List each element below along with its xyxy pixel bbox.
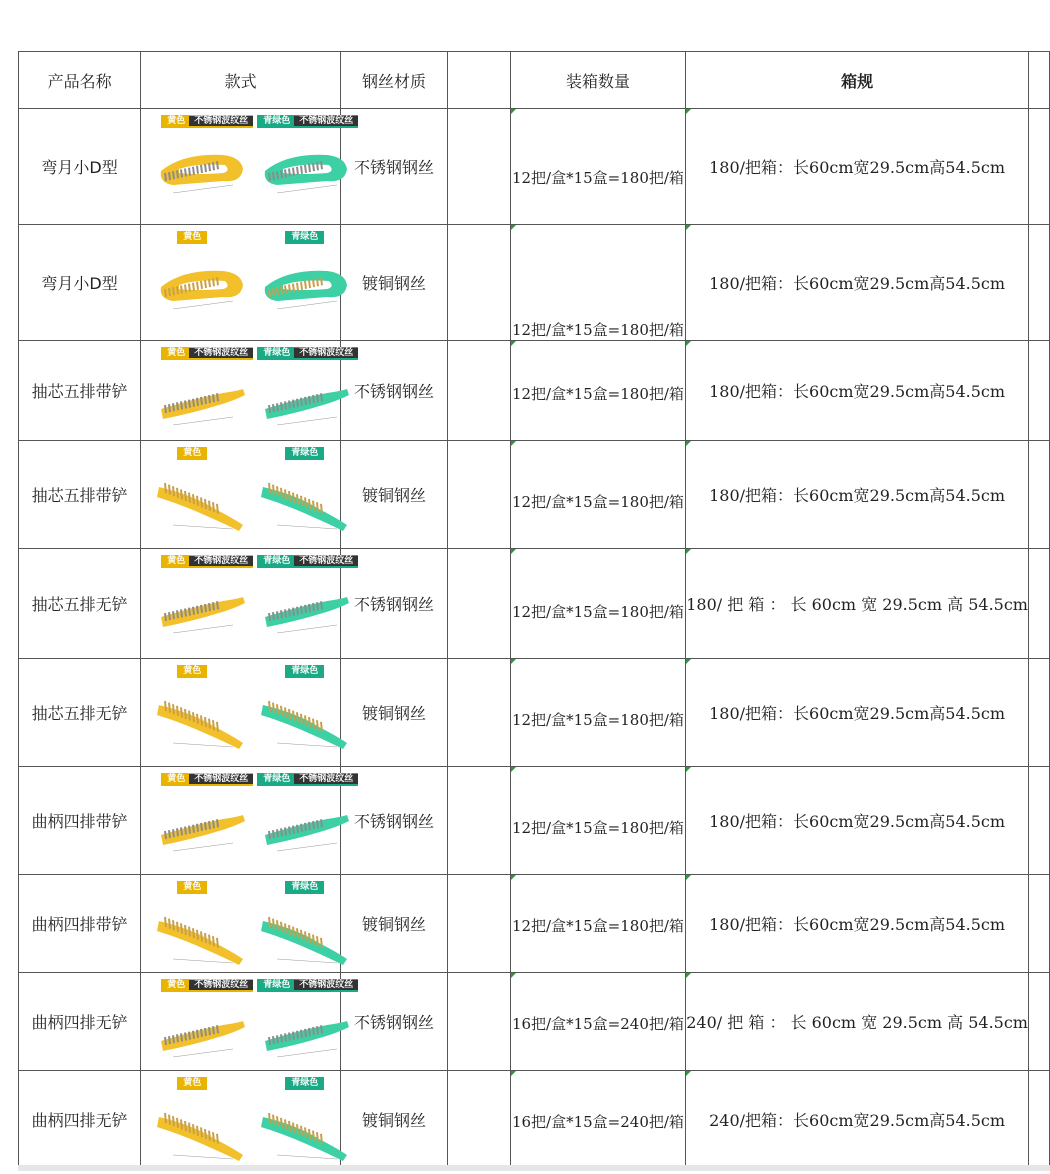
product-name-cell[interactable]: 抽芯五排无铲 bbox=[19, 549, 141, 659]
box-spec-cell[interactable]: 180/把箱：长60cm宽29.5cm高54.5cm bbox=[686, 767, 1029, 875]
product-style-image bbox=[141, 109, 354, 225]
product-style-image bbox=[141, 1071, 341, 1169]
green-swatch-label bbox=[285, 231, 324, 244]
wave-wire-label: 不锈钢波纹丝 bbox=[294, 980, 358, 990]
wave-wire-label: 不锈钢波纹丝 bbox=[189, 980, 253, 990]
box-spec-cell[interactable]: 240/ 把 箱 ： 长 60cm 宽 29.5cm 高 54.5cm bbox=[686, 973, 1029, 1071]
wire-material-cell[interactable]: 不锈钢钢丝 bbox=[340, 109, 447, 225]
green-swatch-text: 青绿色 bbox=[291, 448, 319, 458]
wire-material-cell[interactable]: 镀铜钢丝 bbox=[340, 1071, 447, 1169]
header-style[interactable]: 款式 bbox=[141, 52, 341, 109]
yellow-swatch-label bbox=[177, 881, 207, 894]
box-spec-cell[interactable]: 180/把箱：长60cm宽29.5cm高54.5cm bbox=[686, 659, 1029, 767]
product-style-image bbox=[141, 549, 354, 659]
yellow-brush-image bbox=[153, 133, 249, 207]
green-swatch-label bbox=[257, 115, 358, 128]
box-spec-cell[interactable]: 180/把箱：长60cm宽29.5cm高54.5cm bbox=[686, 225, 1029, 341]
header-box[interactable]: 箱规 bbox=[686, 52, 1029, 109]
yellow-brush-image bbox=[153, 465, 249, 539]
extra-cell[interactable] bbox=[1028, 225, 1049, 341]
green-brush-image bbox=[257, 465, 353, 539]
yellow-swatch-label bbox=[161, 773, 253, 786]
product-name-cell[interactable]: 弯月小D型 bbox=[19, 225, 141, 341]
empty-cell[interactable] bbox=[448, 1071, 511, 1169]
product-name-cell[interactable]: 曲柄四排带铲 bbox=[19, 767, 141, 875]
packing-qty-cell[interactable] bbox=[510, 441, 686, 549]
packing-qty-text: 12把/盒*15盒=180把/箱 bbox=[511, 321, 684, 339]
wave-wire-label: 不锈钢波纹丝 bbox=[189, 774, 253, 784]
product-style-image bbox=[141, 767, 354, 875]
product-style-image bbox=[141, 875, 341, 973]
packing-qty-text: 12把/盒*15盒=180把/箱 bbox=[511, 819, 684, 837]
packing-qty-text: 12把/盒*15盒=180把/箱 bbox=[511, 917, 684, 935]
packing-qty-cell[interactable] bbox=[510, 341, 686, 441]
packing-qty-cell[interactable] bbox=[510, 549, 686, 659]
product-name-cell[interactable]: 抽芯五排带铲 bbox=[19, 441, 141, 549]
yellow-swatch-text: 黄色 bbox=[167, 774, 186, 784]
product-spec-table bbox=[18, 51, 1050, 1169]
wire-material-cell[interactable]: 不锈钢钢丝 bbox=[340, 549, 447, 659]
yellow-brush-image bbox=[153, 365, 249, 439]
packing-qty-text: 12把/盒*15盒=180把/箱 bbox=[511, 603, 684, 621]
extra-cell[interactable] bbox=[1028, 1071, 1049, 1169]
green-swatch-label bbox=[285, 1077, 324, 1090]
green-swatch-label bbox=[285, 665, 324, 678]
box-spec-cell[interactable]: 180/ 把 箱 ： 长 60cm 宽 29.5cm 高 54.5cm bbox=[686, 549, 1029, 659]
extra-cell[interactable] bbox=[1028, 973, 1049, 1071]
packing-qty-cell[interactable] bbox=[510, 1071, 686, 1169]
empty-cell[interactable] bbox=[448, 659, 511, 767]
green-swatch-text: 青绿色 bbox=[291, 1078, 319, 1088]
yellow-swatch-text: 黄色 bbox=[167, 348, 186, 358]
wire-material-cell[interactable]: 不锈钢钢丝 bbox=[340, 767, 447, 875]
product-name-cell[interactable]: 曲柄四排无铲 bbox=[19, 973, 141, 1071]
green-swatch-label bbox=[285, 881, 324, 894]
yellow-swatch-label bbox=[161, 347, 253, 360]
packing-qty-cell[interactable] bbox=[510, 659, 686, 767]
green-swatch-text: 青绿色 bbox=[263, 980, 291, 990]
green-brush-image bbox=[257, 133, 353, 207]
packing-qty-cell[interactable] bbox=[510, 875, 686, 973]
yellow-swatch-text: 黄色 bbox=[167, 116, 186, 126]
green-brush-image bbox=[257, 249, 353, 323]
empty-cell[interactable] bbox=[448, 767, 511, 875]
box-spec-cell[interactable]: 180/把箱：长60cm宽29.5cm高54.5cm bbox=[686, 875, 1029, 973]
header-material[interactable]: 钢丝材质 bbox=[340, 52, 447, 109]
sheet-bottom-scroll bbox=[18, 1165, 1050, 1171]
yellow-brush-image bbox=[153, 899, 249, 973]
yellow-swatch-label bbox=[177, 447, 207, 460]
yellow-swatch-text: 黄色 bbox=[167, 556, 186, 566]
yellow-swatch-text: 黄色 bbox=[183, 882, 202, 892]
green-swatch-text: 青绿色 bbox=[263, 774, 291, 784]
green-swatch-text: 青绿色 bbox=[263, 348, 291, 358]
product-name-cell[interactable]: 抽芯五排无铲 bbox=[19, 659, 141, 767]
green-swatch-label bbox=[257, 773, 358, 786]
packing-qty-cell[interactable] bbox=[510, 973, 686, 1071]
wave-wire-label: 不锈钢波纹丝 bbox=[189, 348, 253, 358]
extra-cell[interactable] bbox=[1028, 441, 1049, 549]
packing-qty-text: 12把/盒*15盒=180把/箱 bbox=[511, 711, 684, 729]
yellow-swatch-label bbox=[177, 665, 207, 678]
wire-material-cell[interactable]: 不锈钢钢丝 bbox=[340, 973, 447, 1071]
green-swatch-text: 青绿色 bbox=[263, 556, 291, 566]
yellow-brush-image bbox=[153, 791, 249, 865]
table-row bbox=[19, 441, 1050, 549]
green-swatch-label bbox=[257, 347, 358, 360]
table-row bbox=[19, 1071, 1050, 1169]
yellow-swatch-label bbox=[177, 231, 207, 244]
table-row bbox=[19, 341, 1050, 441]
green-swatch-label bbox=[285, 447, 324, 460]
product-style-image bbox=[141, 341, 354, 441]
yellow-swatch-text: 黄色 bbox=[183, 1078, 202, 1088]
yellow-swatch-text: 黄色 bbox=[167, 980, 186, 990]
green-brush-image bbox=[257, 1095, 353, 1169]
wave-wire-label: 不锈钢波纹丝 bbox=[294, 556, 358, 566]
box-spec-cell[interactable]: 180/把箱：长60cm宽29.5cm高54.5cm bbox=[686, 109, 1029, 225]
wave-wire-label: 不锈钢波纹丝 bbox=[189, 116, 253, 126]
wave-wire-label: 不锈钢波纹丝 bbox=[294, 116, 358, 126]
empty-cell[interactable] bbox=[448, 875, 511, 973]
green-brush-image bbox=[257, 683, 353, 757]
yellow-brush-image bbox=[153, 683, 249, 757]
extra-cell[interactable] bbox=[1028, 109, 1049, 225]
yellow-swatch-text: 黄色 bbox=[183, 232, 202, 242]
wave-wire-label: 不锈钢波纹丝 bbox=[294, 348, 358, 358]
yellow-swatch-text: 黄色 bbox=[183, 448, 202, 458]
header-empty[interactable] bbox=[448, 52, 511, 109]
header-extra[interactable] bbox=[1028, 52, 1049, 109]
green-swatch-text: 青绿色 bbox=[291, 232, 319, 242]
extra-cell[interactable] bbox=[1028, 341, 1049, 441]
wire-material-cell[interactable]: 不锈钢钢丝 bbox=[340, 341, 447, 441]
packing-qty-cell[interactable] bbox=[510, 109, 686, 225]
wire-material-cell[interactable]: 镀铜钢丝 bbox=[340, 441, 447, 549]
packing-qty-cell[interactable] bbox=[510, 767, 686, 875]
empty-cell[interactable] bbox=[448, 441, 511, 549]
table-row bbox=[19, 875, 1050, 973]
header-row bbox=[19, 52, 1050, 109]
empty-cell[interactable] bbox=[448, 109, 511, 225]
extra-cell[interactable] bbox=[1028, 767, 1049, 875]
product-style-image bbox=[141, 659, 341, 767]
table-row bbox=[19, 659, 1050, 767]
green-brush-image bbox=[257, 997, 353, 1071]
yellow-swatch-text: 黄色 bbox=[183, 666, 202, 676]
product-name-cell[interactable]: 抽芯五排带铲 bbox=[19, 341, 141, 441]
box-spec-cell[interactable]: 180/把箱：长60cm宽29.5cm高54.5cm bbox=[686, 441, 1029, 549]
empty-cell[interactable] bbox=[448, 973, 511, 1071]
header-packing[interactable]: 装箱数量 bbox=[510, 52, 686, 109]
yellow-swatch-label bbox=[177, 1077, 207, 1090]
green-brush-image bbox=[257, 365, 353, 439]
packing-qty-text: 12把/盒*15盒=180把/箱 bbox=[511, 169, 684, 187]
green-swatch-label bbox=[257, 979, 358, 992]
packing-qty-text: 16把/盒*15盒=240把/箱 bbox=[511, 1015, 684, 1033]
header-name[interactable]: 产品名称 bbox=[19, 52, 141, 109]
table-row bbox=[19, 767, 1050, 875]
empty-cell[interactable] bbox=[448, 341, 511, 441]
wire-material-cell[interactable]: 镀铜钢丝 bbox=[340, 659, 447, 767]
green-swatch-label bbox=[257, 555, 358, 568]
product-style-image bbox=[141, 973, 354, 1071]
box-spec-cell[interactable]: 180/把箱：长60cm宽29.5cm高54.5cm bbox=[686, 341, 1029, 441]
extra-cell[interactable] bbox=[1028, 875, 1049, 973]
green-brush-image bbox=[257, 899, 353, 973]
green-brush-image bbox=[257, 791, 353, 865]
yellow-swatch-label bbox=[161, 115, 253, 128]
yellow-swatch-label bbox=[161, 979, 253, 992]
yellow-brush-image bbox=[153, 997, 249, 1071]
table-row bbox=[19, 109, 1050, 225]
packing-qty-text: 12把/盒*15盒=180把/箱 bbox=[511, 385, 684, 403]
yellow-brush-image bbox=[153, 573, 249, 647]
green-swatch-text: 青绿色 bbox=[263, 116, 291, 126]
product-name-cell[interactable]: 曲柄四排带铲 bbox=[19, 875, 141, 973]
wire-material-cell[interactable]: 镀铜钢丝 bbox=[340, 875, 447, 973]
wave-wire-label: 不锈钢波纹丝 bbox=[294, 774, 358, 784]
yellow-swatch-label bbox=[161, 555, 253, 568]
yellow-brush-image bbox=[153, 249, 249, 323]
packing-qty-text: 12把/盒*15盒=180把/箱 bbox=[511, 493, 684, 511]
extra-cell[interactable] bbox=[1028, 549, 1049, 659]
yellow-brush-image bbox=[153, 1095, 249, 1169]
box-spec-cell[interactable]: 240/把箱：长60cm宽29.5cm高54.5cm bbox=[686, 1071, 1029, 1169]
wave-wire-label: 不锈钢波纹丝 bbox=[189, 556, 253, 566]
wire-material-cell[interactable]: 镀铜钢丝 bbox=[340, 225, 447, 341]
product-name-cell[interactable]: 弯月小D型 bbox=[19, 109, 141, 225]
empty-cell[interactable] bbox=[448, 549, 511, 659]
packing-qty-cell[interactable] bbox=[510, 225, 686, 341]
table-row bbox=[19, 973, 1050, 1071]
product-style-image bbox=[141, 225, 341, 341]
green-swatch-text: 青绿色 bbox=[291, 666, 319, 676]
green-brush-image bbox=[257, 573, 353, 647]
extra-cell[interactable] bbox=[1028, 659, 1049, 767]
table-row bbox=[19, 225, 1050, 341]
product-style-image bbox=[141, 441, 341, 549]
packing-qty-text: 16把/盒*15盒=240把/箱 bbox=[511, 1113, 684, 1131]
green-swatch-text: 青绿色 bbox=[291, 882, 319, 892]
table-row bbox=[19, 549, 1050, 659]
product-name-cell[interactable]: 曲柄四排无铲 bbox=[19, 1071, 141, 1169]
empty-cell[interactable] bbox=[448, 225, 511, 341]
